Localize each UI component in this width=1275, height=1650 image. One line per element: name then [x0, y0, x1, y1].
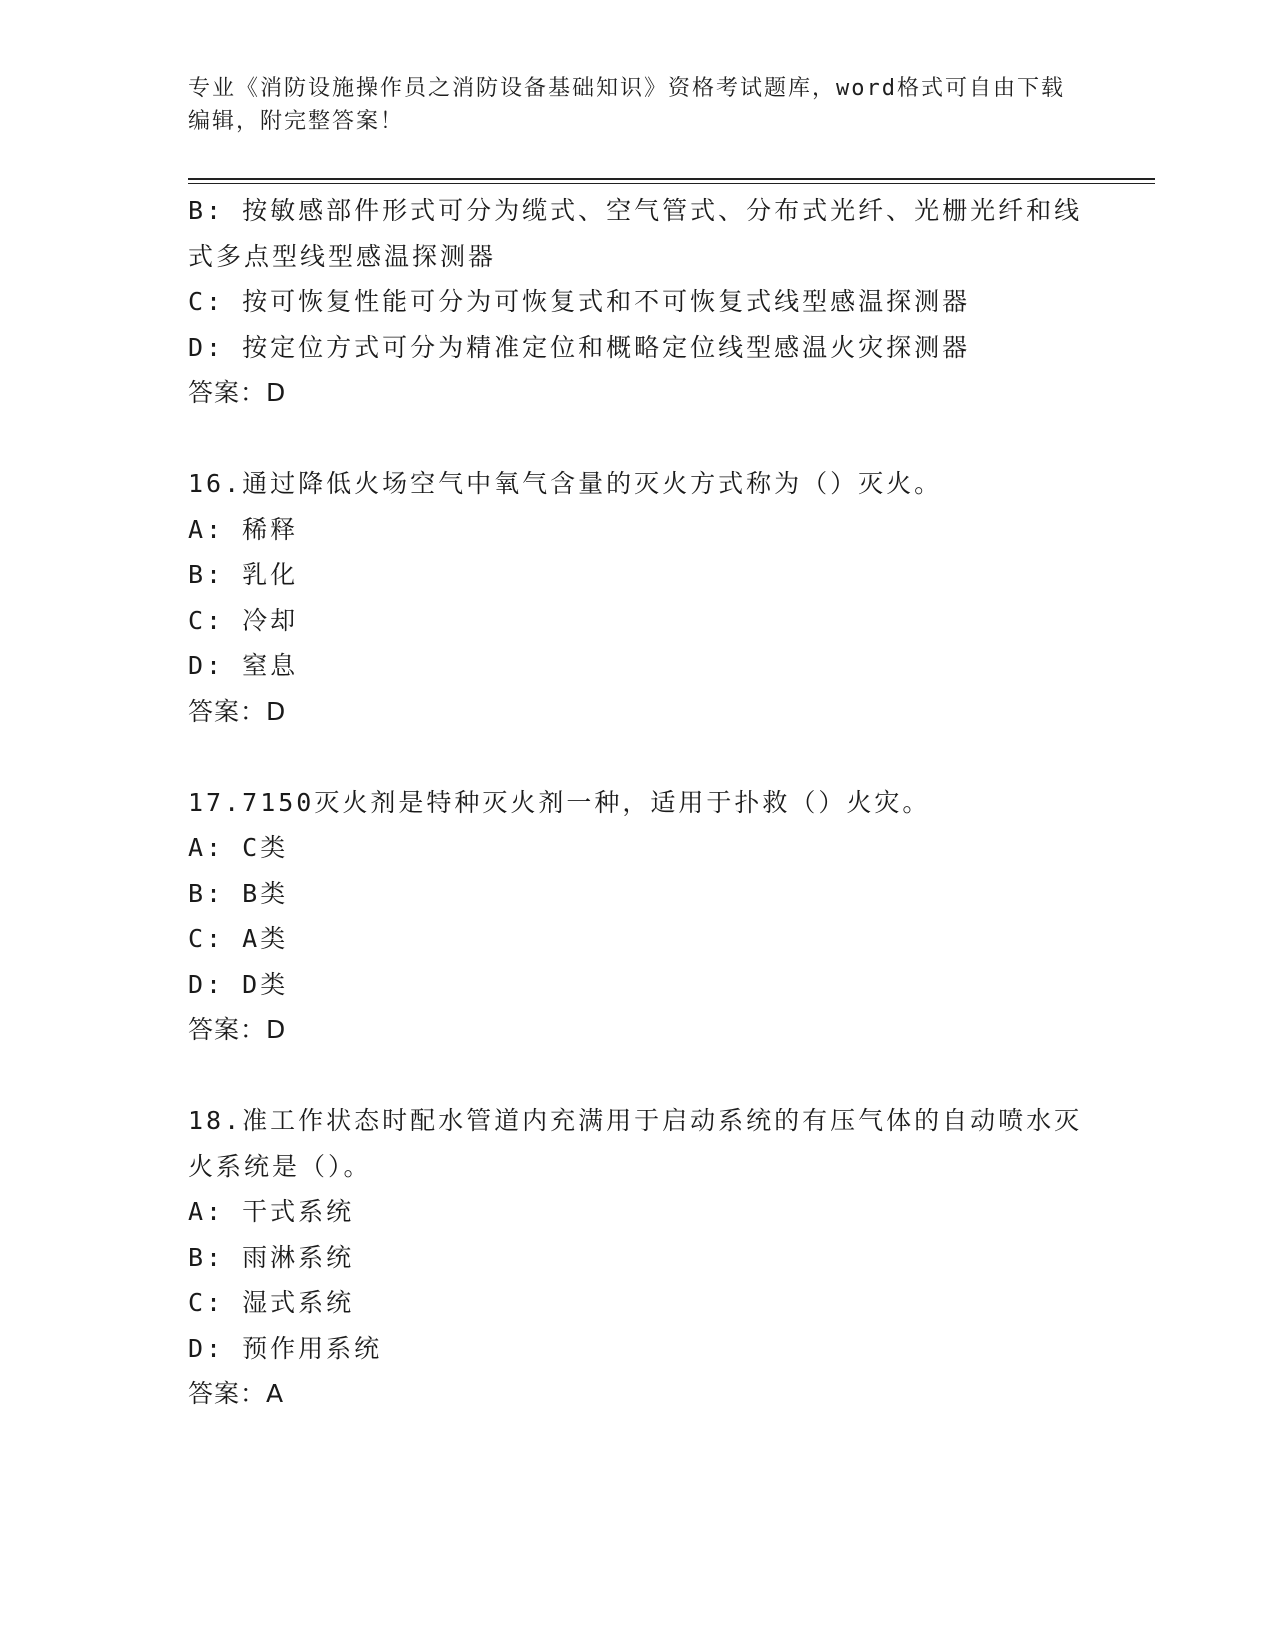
question-17 — [188, 780, 1088, 1053]
option-a: A: 干式系统 — [188, 1197, 355, 1226]
option-b: B: B类 — [188, 878, 289, 908]
spacer — [188, 1053, 1088, 1099]
header-divider-thick — [188, 178, 1155, 180]
option-a: A: C类 — [188, 833, 289, 862]
option-b: B: 按敏感部件形式可分为缆式、空气管式、分布式光纤、光栅光纤和线式多点型线型感温探测器 — [188, 196, 1083, 271]
partial-question — [188, 188, 1088, 416]
question-stem: 17.7150灭火剂是特种灭火剂一种，适用于扑救（）火灾。 — [188, 787, 931, 817]
option-d: D: D类 — [188, 969, 289, 999]
answer-line: 答案：A — [188, 1379, 285, 1408]
question-stem: 16.通过降低火场空气中氧气含量的灭火方式称为（）灭火。 — [188, 469, 943, 498]
answer-line: 答案：D — [188, 378, 287, 407]
spacer — [188, 734, 1088, 780]
header-divider-thin — [188, 183, 1155, 184]
option-b: B: 雨淋系统 — [188, 1242, 355, 1272]
option-d: D: 预作用系统 — [188, 1333, 383, 1363]
answer-line: 答案：D — [188, 1015, 287, 1044]
answer-line: 答案：D — [188, 696, 287, 726]
document-header: 专业《消防设施操作员之消防设备基础知识》资格考试题库，word格式可自由下载编辑，附完整答案！ — [188, 76, 1065, 134]
option-b: B: 乳化 — [188, 560, 299, 589]
question-stem: 18.准工作状态时配水管道内充满用于启动系统的有压气体的自动喷水灭火系统是（）。 — [188, 1106, 1083, 1181]
option-c: C: 湿式系统 — [188, 1288, 355, 1317]
option-c: C: 按可恢复性能可分为可恢复式和不可恢复式线型感温探测器 — [188, 287, 971, 316]
option-a: A: 稀释 — [188, 514, 299, 544]
option-d: D: 窒息 — [188, 651, 299, 680]
option-c: C: 冷却 — [188, 605, 299, 635]
question-16 — [188, 461, 1088, 734]
question-content — [188, 188, 1088, 1417]
option-d: D: 按定位方式可分为精准定位和概略定位线型感温火灾探测器 — [188, 332, 971, 362]
spacer — [188, 416, 1088, 462]
option-c: C: A类 — [188, 924, 289, 953]
question-18 — [188, 1098, 1088, 1417]
